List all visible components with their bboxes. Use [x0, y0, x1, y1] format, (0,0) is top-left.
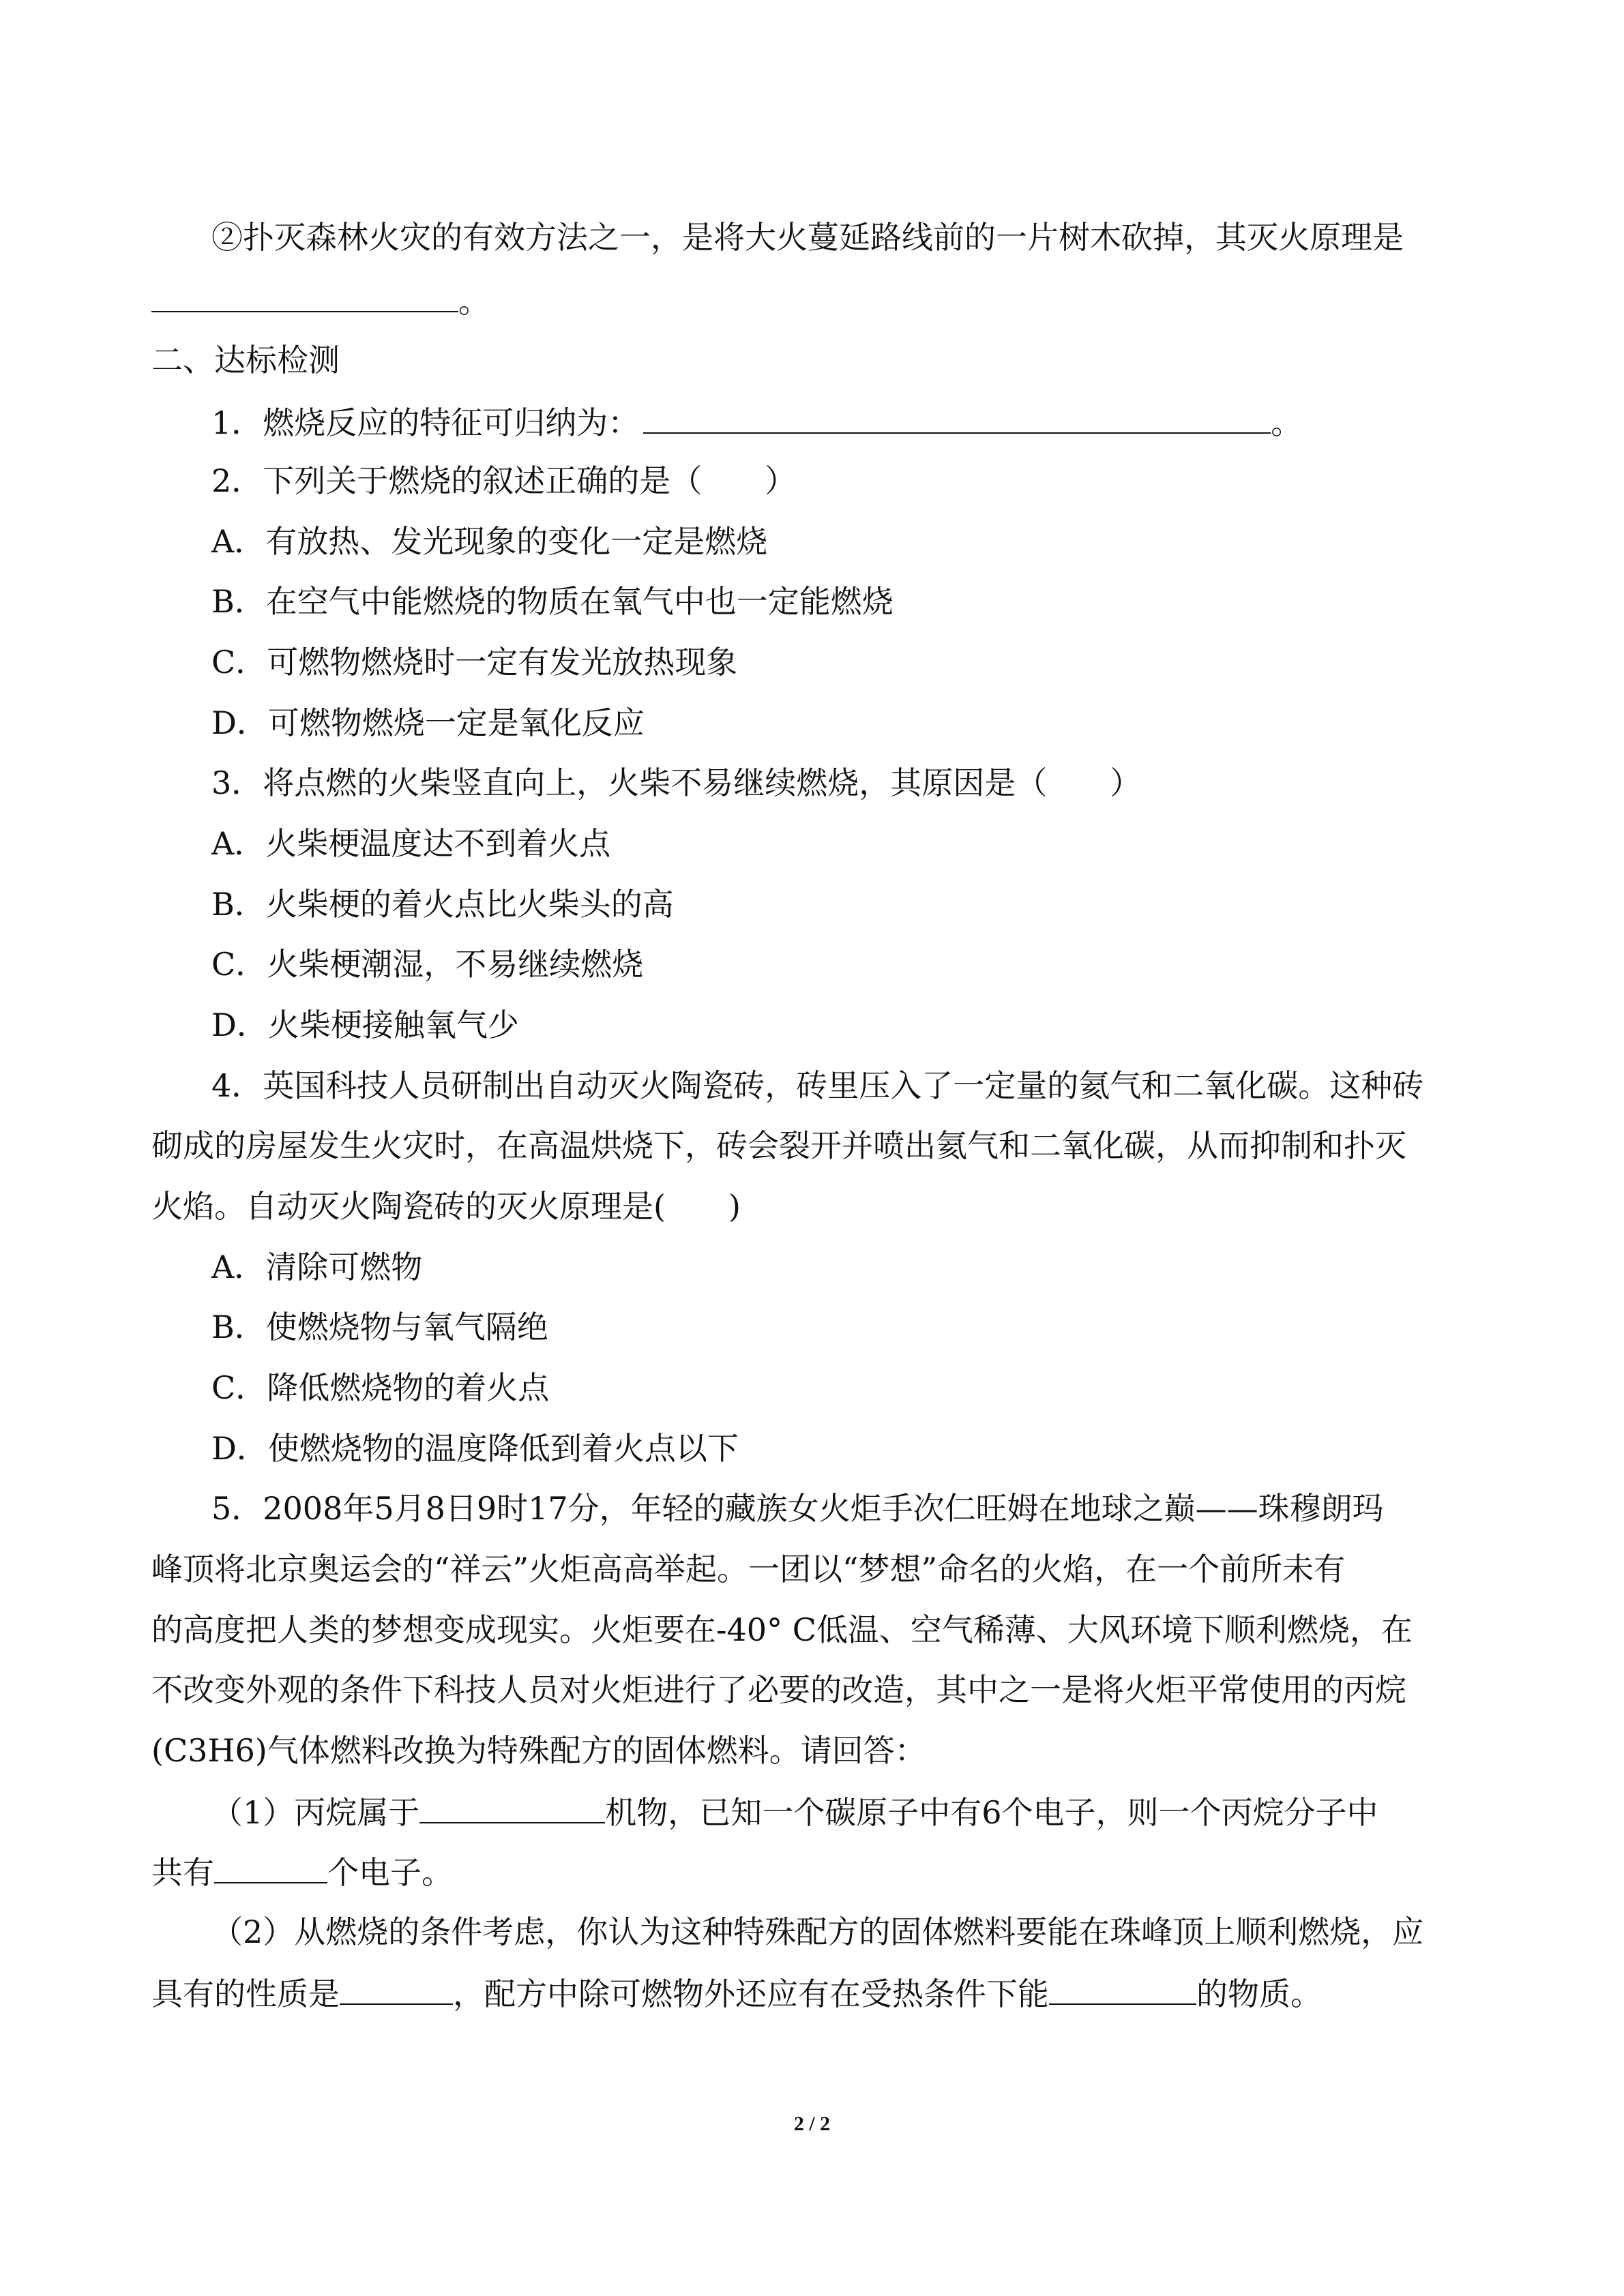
option-line: D．使燃烧物的温度降低到着火点以下 [211, 1430, 739, 1467]
text-line: 的高度把人类的梦想变成现实。火炬要在-40° C低温、空气稀薄、大风环境下顺利燃烧，在 [151, 1611, 1413, 1648]
section-heading: 二、达标检测 [151, 342, 340, 378]
option-line: A．有放热、发光现象的变化一定是燃烧 [211, 523, 768, 560]
text-line: 火焰。自动灭火陶瓷砖的灭火原理是( ) [151, 1188, 741, 1225]
option-line: A．清除可燃物 [211, 1249, 423, 1285]
question-line: 3．将点燃的火柴竖直向上，火柴不易继续燃烧，其原因是（ ） [211, 764, 1142, 801]
option-line: C．降低燃烧物的着火点 [211, 1369, 550, 1406]
option-line: B．火柴梗的着火点比火柴头的高 [211, 886, 674, 923]
question-line: 5．2008年5月8日9时17分，年轻的藏族女火炬手次仁旺姆在地球之巅——珠穆朗玛 [211, 1490, 1384, 1527]
page-number: 2 / 2 [793, 2113, 831, 2135]
text-fragment: 共有 [151, 1854, 214, 1891]
option-line: C．可燃物燃烧时一定有发光放热现象 [211, 644, 738, 681]
option-line: B．在空气中能燃烧的物质在氧气中也一定能燃烧 [211, 583, 894, 620]
text-fragment: ，配方中除可燃物外还应有在受热条件下能 [453, 1976, 1049, 2012]
question-line: 2．下列关于燃烧的叙述正确的是（ ） [211, 462, 797, 499]
text-line-blank [151, 1851, 453, 1892]
text-fragment: 。 [1271, 404, 1303, 441]
option-line: C．火柴梗潮湿，不易继续燃烧 [211, 946, 644, 983]
text-fragment: 的物质。 [1196, 1976, 1322, 2012]
answer-blank[interactable] [214, 1851, 327, 1883]
text-line: 不改变外观的条件下科技人员对火炬进行了必要的改造，其中之一是将火炬平常使用的丙烷 [151, 1671, 1406, 1708]
text-line-blank [151, 1972, 1322, 2013]
answer-blank[interactable] [151, 280, 458, 312]
text-line: 砌成的房屋发生火灾时，在高温烘烧下，砖会裂开并喷出氦气和二氧化碳，从而抑制和扑灭 [151, 1127, 1406, 1164]
text-fragment: 1．燃烧反应的特征可归纳为： [211, 404, 640, 441]
text-fragment: 。 [458, 283, 490, 320]
text-line: ②扑灭森林火灾的有效方法之一，是将大火蔓延路线前的一片树木砍掉，其灭火原理是 [211, 219, 1404, 256]
text-fragment: 机物，已知一个碳原子中有6个电子，则一个丙烷分子中 [605, 1794, 1378, 1831]
sub-question-line: （2）从燃烧的条件考虑，你认为这种特殊配方的固体燃料要能在珠峰顶上顺利燃烧，应 [211, 1913, 1424, 1950]
option-line: D．可燃物燃烧一定是氧化反应 [211, 704, 645, 741]
answer-blank[interactable] [1049, 1972, 1196, 2005]
answer-blank[interactable] [340, 1972, 453, 2005]
text-fragment: （1）丙烷属于 [211, 1794, 420, 1831]
sub-question-line [211, 1791, 1378, 1832]
text-line: 峰顶将北京奥运会的“祥云”火炬高高举起。一团以“梦想”命名的火焰，在一个前所未有 [151, 1551, 1346, 1587]
question-line: 4．英国科技人员研制出自动灭火陶瓷砖，砖里压入了一定量的氦气和二氧化碳。这种砖 [211, 1067, 1424, 1104]
option-line: A．火柴梗温度达不到着火点 [211, 825, 611, 862]
question-line [211, 401, 1302, 442]
answer-blank[interactable] [643, 401, 1271, 434]
option-line: D．火柴梗接触氧气少 [211, 1007, 519, 1043]
text-fragment: 具有的性质是 [151, 1976, 340, 2012]
text-fragment: 个电子。 [327, 1854, 453, 1891]
text-line-blank [151, 280, 490, 320]
option-line: B．使燃烧物与氧气隔绝 [211, 1309, 548, 1345]
text-line: (C3H6)气体燃料改换为特殊配方的固体燃料。请回答： [151, 1732, 926, 1769]
answer-blank[interactable] [419, 1791, 605, 1823]
